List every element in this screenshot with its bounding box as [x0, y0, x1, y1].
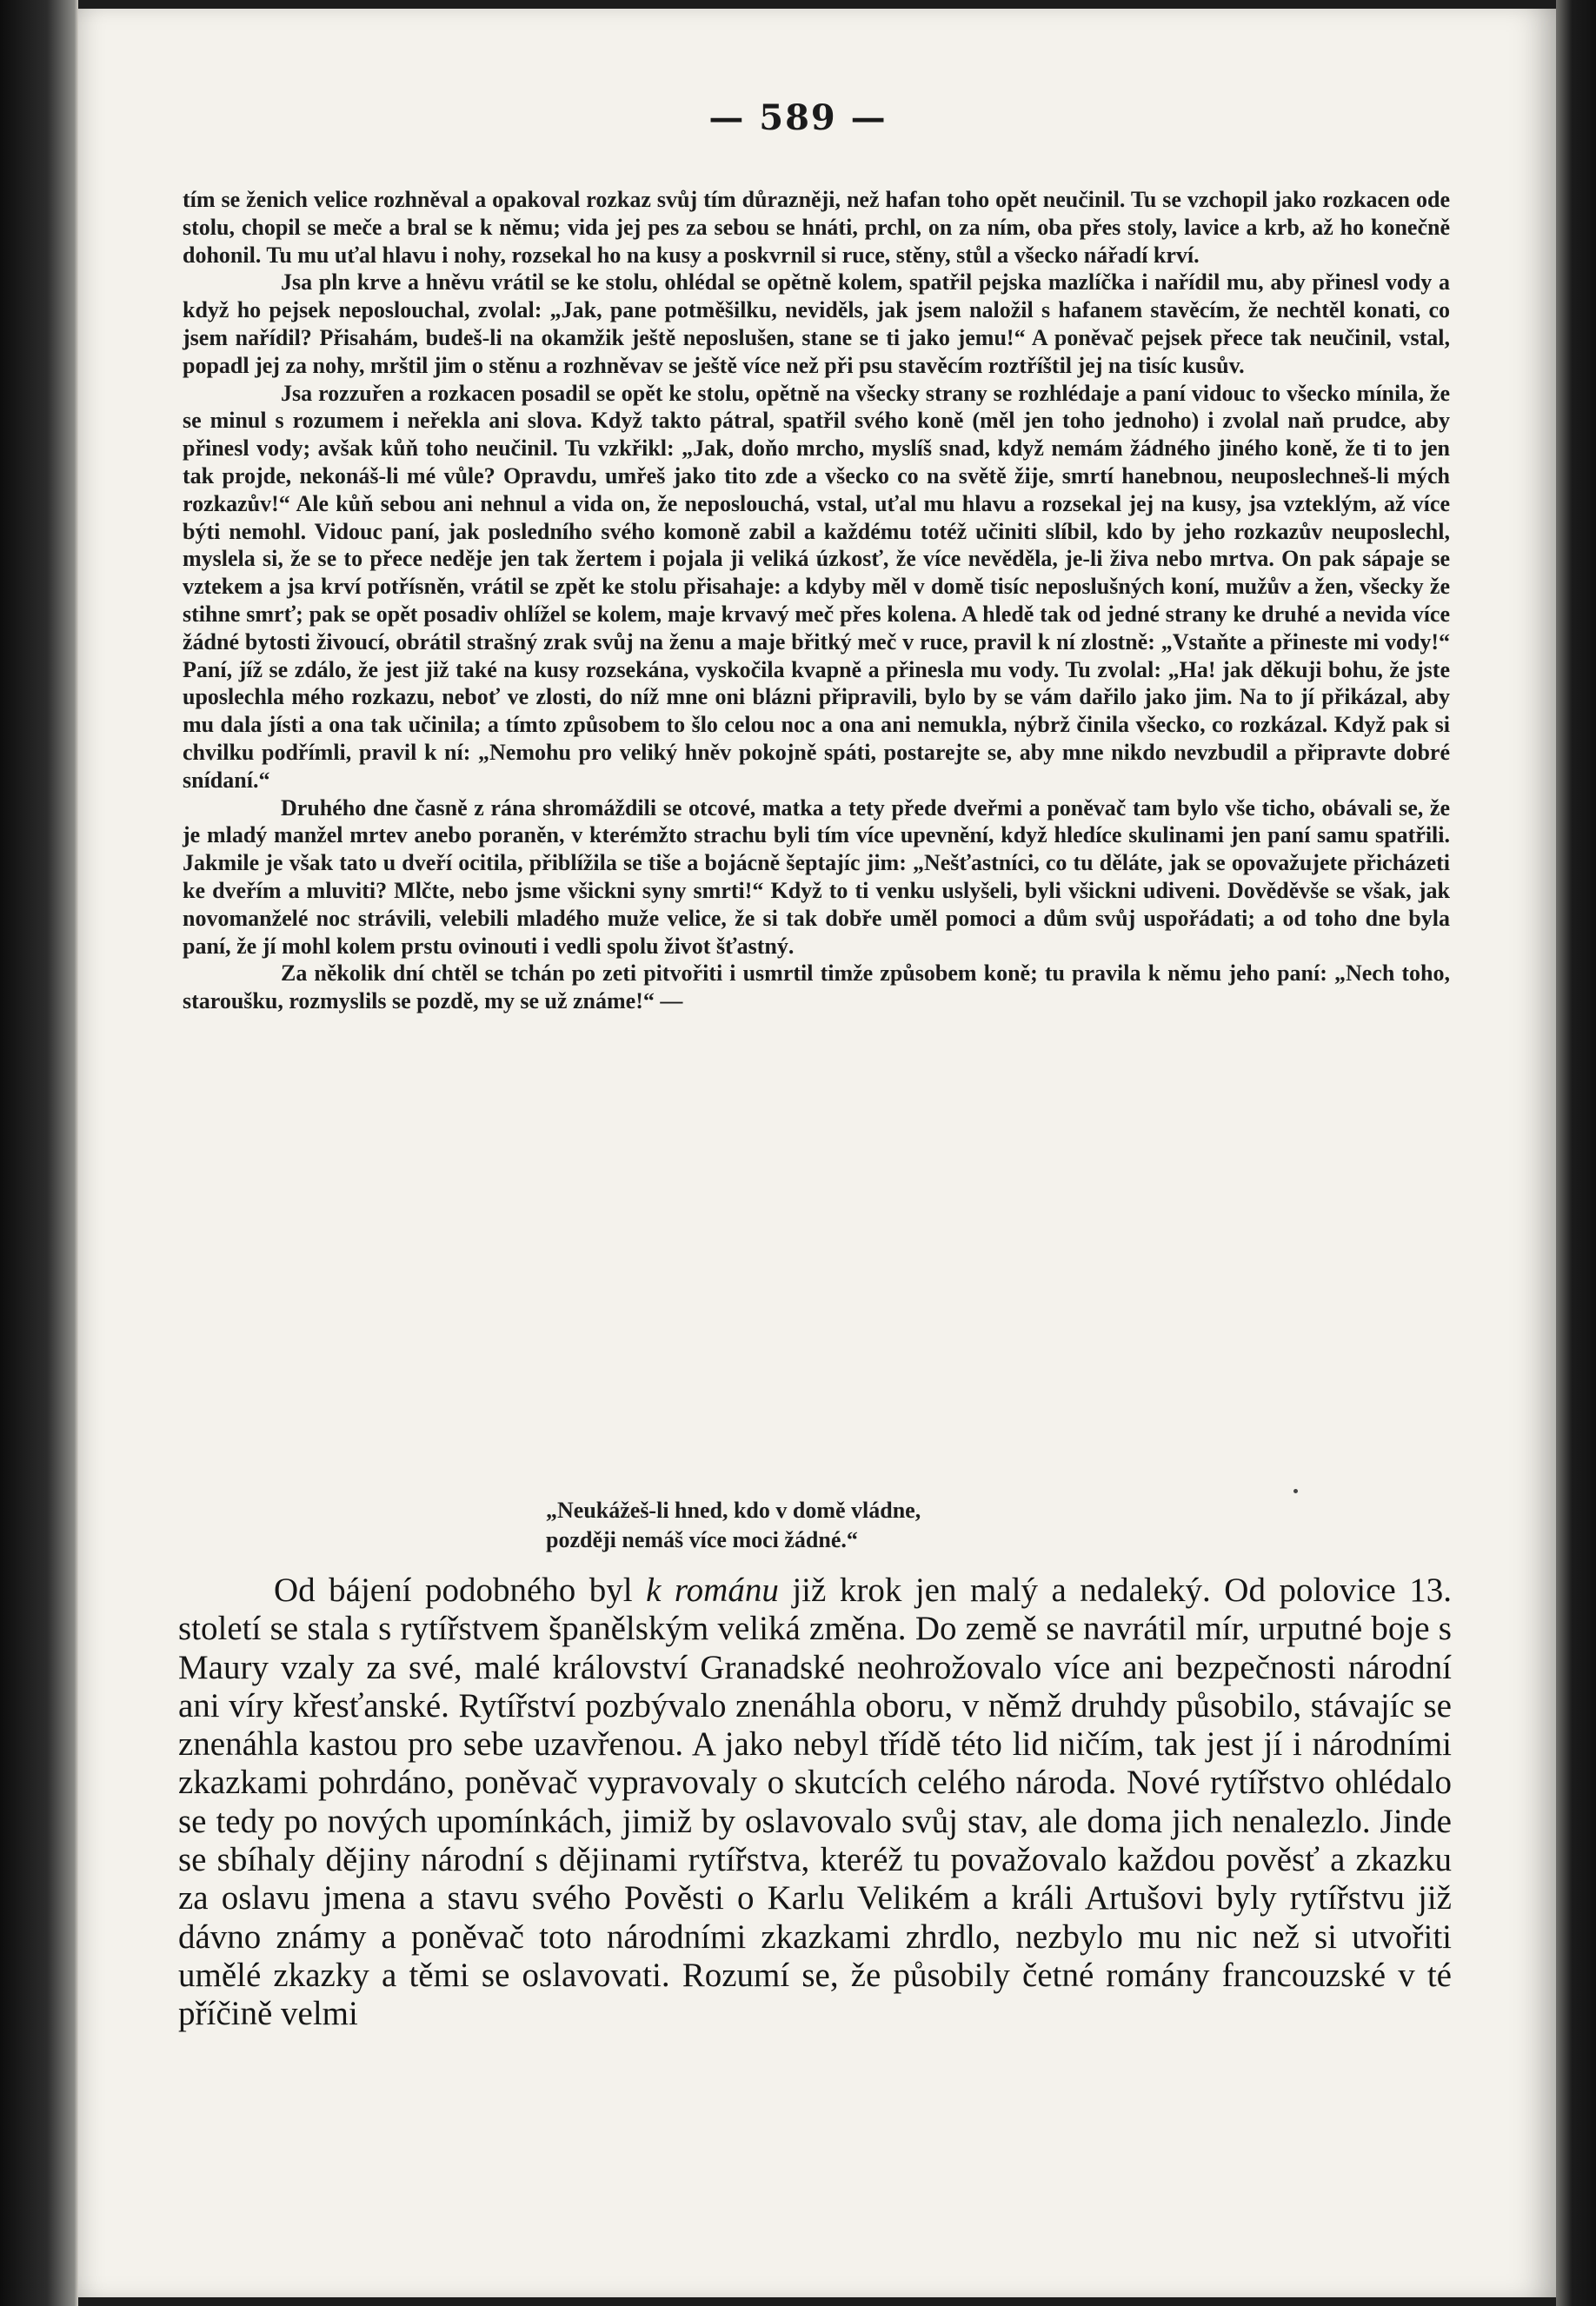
verse-line-1: „Neukážeš-li hned, kdo v domě vládne, — [546, 1498, 921, 1523]
paragraph-3: Jsa rozzuřen a rozkacen posadil se opět ke stolu, opětně na všecky strany se rozhlédaje a paní vidouc to všecko mínila, že se minul s rozumem i neřekla ani slova. Když takto pátral, spatřil svého koně (měl jen toho jednoho) i zvolal naň prudce, aby přinesl vody; avšak kůň toho neučinil. Tu vzkřikl: „Jak, doňo mrcho, myslíš snad, když nemám žádného jiného koně, že ti to jen tak projde, nekonáš-li mé vůle? Opravdu, umřeš jako tito zde a všecko co na světě žije, smrtí hanebnou, neuposlechneš-li mých rozkazův!“ Ale kůň sebou ani nehnul a vida on, že neposlouchá, vstal, uťal mu hlavu a rozsekal jej na kusy, jsa vzteklým, až více býti nemohl. Vidouc paní, jak posledního svého komoně zabil a každému totéž učiniti slíbil, kdo by jeho rozkazův neuposlechl, myslela si, že se to přece neděje jen tak žertem i pojala ji veliká úzkosť, že více nevěděla, je-li živa nebo mrtva. On pak sápaje se vztekem a jsa krví potřísněn, vrátil se zpět ke stolu přisahaje: a kdyby měl v domě tisíc neposlušných koní, mužův a žen, všecky že stihne smrť; pak se opět posadiv ohlížel se kolem, maje krvavý meč přes kolena. A hledě tak od jedné strany ke druhé a nevida více žádné bytosti živoucí, obrátil strašný zrak svůj na ženu a maje břitký meč v ruce, pravil k ní zlostně: „Vstaňte a přineste mi vody!“ Paní, jíž se zdálo, že jest již také na kusy rozsekána, vyskočila kvapně a přinesla mu vody. Tu zvolal: „Ha! jak děkuji bohu, že jste uposlechla mého rozkazu, neboť ve zlosti, do níž mne oni blázni připravili, bylo by se vám dařilo jako jim. Na to jí přikázal, aby mu dala jísti a ona tak učinila; a tímto způsobem to šlo celou noc a ona ani nemukla, nýbrž činila všecko, co rozkázal. Když pak si chvilku podřímli, pravil k ní: „Nemohu pro veliký hněv pokojně spáti, postarejte se, aby mne nikdo nevzbudil a připravte dobré snídaní.“ — [183, 380, 1450, 793]
main-text-intro: Od bájení podobného byl — [274, 1572, 647, 1609]
paragraph-2: Jsa pln krve a hněvu vrátil se ke stolu, ohlédal se opětně kolem, spatřil pejska mazlíčka i nařídil mu, aby přinesl vody a když ho pejsek neposlouchal, zvolal: „Jak, pane potměšilku, neviděls, jak jsem naložil s hafanem stavěcím, že nechtěl konati, co jsem nařídil? Přisahám, budeš-li na okamžik ještě neposlušen, stane se ti jako jemu!“ A poněvač pejsek přece tak neučinil, vstal, popadl jej za nohy, mrštil jim o stěnu a rozhněvav se ještě více než při psu stavěcím roztříštil jej na tisíc kusův. — [183, 269, 1450, 378]
story-text-block — [183, 186, 1450, 1015]
paragraph-1: tím se ženich velice rozhněval a opakoval rozkaz svůj tím důrazněji, než hafan toho opět neučinil. Tu se vzchopil jako rozkacen ode stolu, chopil se meče a bral se k němu; vida jej pes za sebou se hnáti, prchl, on za ním, oba přes stoly, lavice a krb, až ho konečně dohonil. Tu mu uťal hlavu i nohy, rozsekal ho na kusy a poskvrnil si ruce, stěny, stůl a všecko nářadí krví. — [183, 187, 1450, 268]
verse-couplet — [546, 1496, 1328, 1555]
verse-line-2: později nemáš více moci žádné.“ — [546, 1527, 858, 1552]
main-text-paragraph — [178, 1572, 1452, 2034]
ink-speck — [1293, 1489, 1298, 1493]
main-text-body: již krok jen malý a nedaleký. Od polovice 13. století se stala s rytířstvem španělským veliká změna. Do země se navrátil mír, urputné boje s Maury vzaly za své, malé království Granadské neohrožovalo více ani bezpečnosti národní ani víry křesťanské. Rytířství pozbývalo znenáhla oboru, v němž druhdy působilo, stávajíc se znenáhla kastou pro sebe uzavřenou. A jako nebyl třídě této lid ničím, tak jest jí i národními zkazkami pohrdáno, poněvač vypravovaly o skutcích celého národa. Nové rytířstvo ohlédalo se tedy po nových upomínkách, jimiž by oslavovalo svůj stav, ale doma jich nenalezlo. Jinde se sbíhaly dějiny národní s dějinami rytířstva, kteréž tu považovalo každou pověsť a zkazku za oslavu jmena a stavu svého Pověsti o Karlu Velikém a králi Artušovi byly rytířstvu již dávno známy a poněvač toto národními zkazkami zhrdlo, nezbylo mu nic než si utvořiti umělé zkazky a těmi se oslavovati. Rozumí se, že působily četné romány francouzské v té příčině velmi — [178, 1572, 1452, 2033]
page-number: — 589 — — [708, 97, 888, 138]
book-gutter-left — [0, 0, 78, 2306]
main-text-emphasis: k románu — [646, 1572, 779, 1609]
book-edge-right — [1556, 0, 1596, 2306]
paragraph-4: Druhého dne časně z rána shromáždili se otcové, matka a tety přede dveřmi a poněvač tam bylo vše ticho, obávali se, že je mladý manžel mrtev anebo poraněn, v kterémžto strachu byli tím více upevnění, když hledíce skulinami jen paní samu spatřili. Jakmile je však tato u dveří ocitila, přiblížila se tiše a bojácně šeptajíc jim: „Nešťastníci, co tu děláte, jak se opovažujete přicházeti ke dveřím a mluviti? Mlčte, nebo jsme všickni syny smrti!“ Když to ti venku uslyšeli, byli všickni udiveni. Dověděvše se však, jak novomanželé noc strávili, velebili mladého muže velice, že si tak dobře uměl pomoci a dům svůj uspořádati; a od toho dne byla paní, že jí mohl kolem prstu ovinouti i vedli spolu život šťastný. — [183, 794, 1450, 959]
paragraph-5: Za několik dní chtěl se tchán po zeti pitvořiti i usmrtil timže způsobem koně; tu pravila k němu jeho paní: „Nech toho, staroušku, rozmyslils se pozdě, my se už známe!“ — — [183, 960, 1450, 1014]
